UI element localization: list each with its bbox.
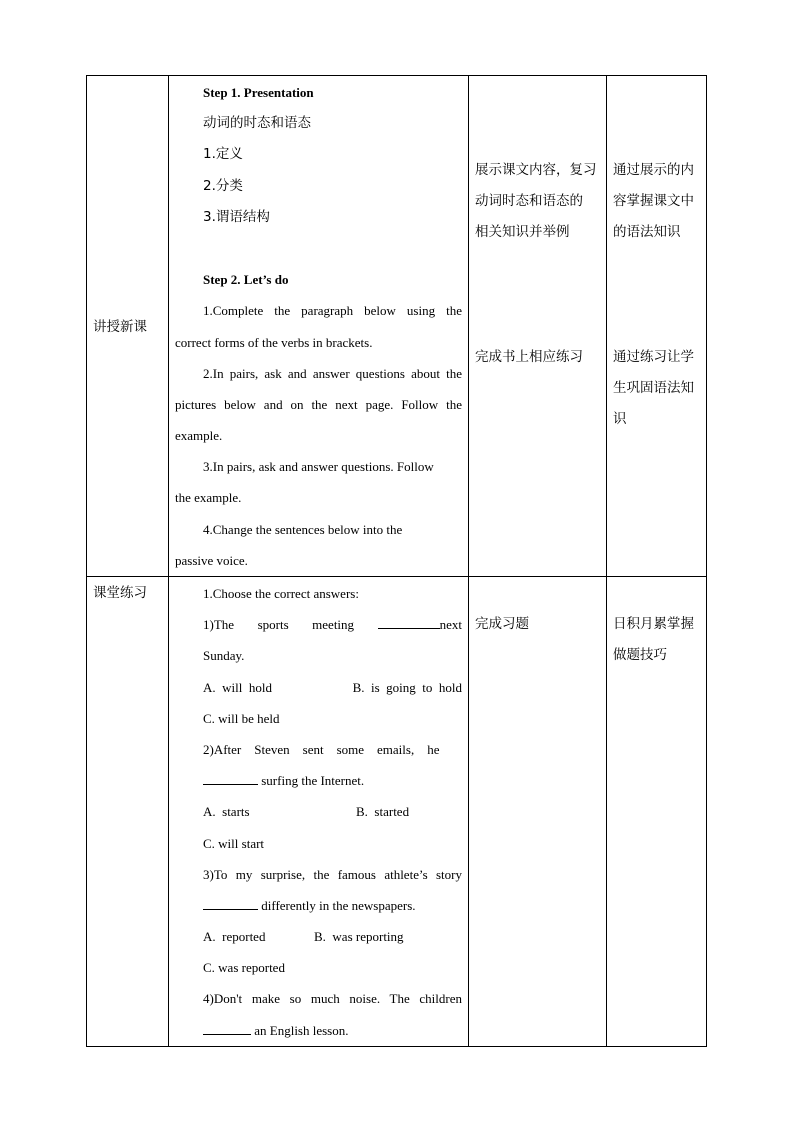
answer-blank <box>203 897 258 910</box>
option-a: A. starts <box>203 804 250 820</box>
stem-word: next <box>439 617 462 633</box>
student-activity-cell <box>469 76 607 577</box>
question-stem-cont-row <box>175 890 462 921</box>
answer-blank <box>203 772 258 785</box>
stem-word: 1)The <box>203 617 235 633</box>
intent-cell <box>607 76 707 577</box>
question-stem-cont: an English lesson. <box>254 1022 349 1038</box>
question-stem-cont: Sunday. <box>203 648 245 664</box>
question-stem <box>175 609 462 640</box>
step2-item-line: correct forms of the verbs in brackets. <box>175 334 373 350</box>
student-activity-cell <box>469 577 607 1047</box>
stage-cell <box>87 577 169 1047</box>
stage-label: 讲授新课 <box>93 319 147 335</box>
content-cell <box>169 577 469 1047</box>
option-row <box>175 921 462 952</box>
step2-item-line: 3.In pairs, ask and answer questions. Follow <box>203 459 434 475</box>
student-activity-line: 动词时态和语态的 <box>475 193 583 210</box>
option-c: C. was reported <box>203 960 285 976</box>
option-b: B. was reporting <box>314 929 404 945</box>
stage-label: 课堂练习 <box>93 585 147 601</box>
student-activity-line: 相关知识并举例 <box>475 224 570 241</box>
question-stem: 3)To my surprise, the famous athlete’s story <box>203 866 462 882</box>
step2-item-line: example. <box>175 428 223 444</box>
question-stem: 4)Don't make so much noise. The children <box>203 991 462 1007</box>
intent-line: 的语法知识 <box>613 224 681 241</box>
step2-title: Step 2. Let’s do <box>203 272 289 288</box>
step2-item-line: passive voice. <box>175 552 248 568</box>
step1-item: 动词的时态和语态 <box>203 115 311 132</box>
answer-blank <box>378 616 440 629</box>
option-a: A. will hold <box>203 679 272 695</box>
table-row-classroom-practice <box>87 577 707 1047</box>
stem-word: meeting <box>312 617 355 633</box>
question-stem-cont-row <box>175 765 462 796</box>
intent-line: 识 <box>613 411 627 428</box>
question-stem-cont: surfing the Internet. <box>261 773 365 789</box>
step1-title: Step 1. Presentation <box>203 85 314 100</box>
step2-item-line: pictures below and on the next page. Follow the <box>175 396 462 412</box>
option-c: C. will start <box>203 835 265 851</box>
step1-item: 1.定义 <box>203 146 243 163</box>
intent-line: 通过展示的内 <box>613 162 694 178</box>
stem-word: sports <box>257 617 289 633</box>
option-b: B. is going to hold <box>352 679 462 695</box>
step2-item-line: 2.In pairs, ask and answer questions about the <box>203 365 462 381</box>
question-stem: 2)After Steven sent some emails, he <box>203 741 440 757</box>
option-a: A. reported <box>203 929 266 945</box>
student-activity-line: 展示课文内容，复习 <box>475 162 597 178</box>
intent-line: 容掌握课文中 <box>613 193 694 210</box>
option-b: B. started <box>356 804 410 820</box>
intent-cell <box>607 577 707 1047</box>
exercise-intro: 1.Choose the correct answers: <box>203 586 359 601</box>
intent-line: 日积月累掌握 <box>613 616 694 632</box>
content-cell <box>169 76 469 577</box>
intent-line: 做题技巧 <box>613 647 667 664</box>
stage-cell <box>87 76 169 577</box>
table-row-new-lesson <box>87 76 707 577</box>
option-row <box>175 672 462 703</box>
question-stem-cont-row <box>175 1015 462 1046</box>
step1-item: 3.谓语结构 <box>203 208 270 225</box>
lesson-table <box>86 75 707 1047</box>
question-stem-cont: differently in the newspapers. <box>261 897 416 913</box>
step1-item: 2.分类 <box>203 177 243 194</box>
option-row <box>175 796 462 827</box>
option-c: C. will be held <box>203 710 280 726</box>
step2-item-line: the example. <box>175 490 242 506</box>
student-activity-line: 完成书上相应练习 <box>475 349 583 365</box>
step2-item-line: 4.Change the sentences below into the <box>203 521 403 537</box>
answer-blank <box>203 1022 251 1035</box>
intent-line: 生巩固语法知 <box>613 380 694 397</box>
step2-item-line: 1.Complete the paragraph below using the <box>203 303 462 319</box>
intent-line: 通过练习让学 <box>613 349 694 365</box>
student-activity-line: 完成习题 <box>475 616 529 632</box>
